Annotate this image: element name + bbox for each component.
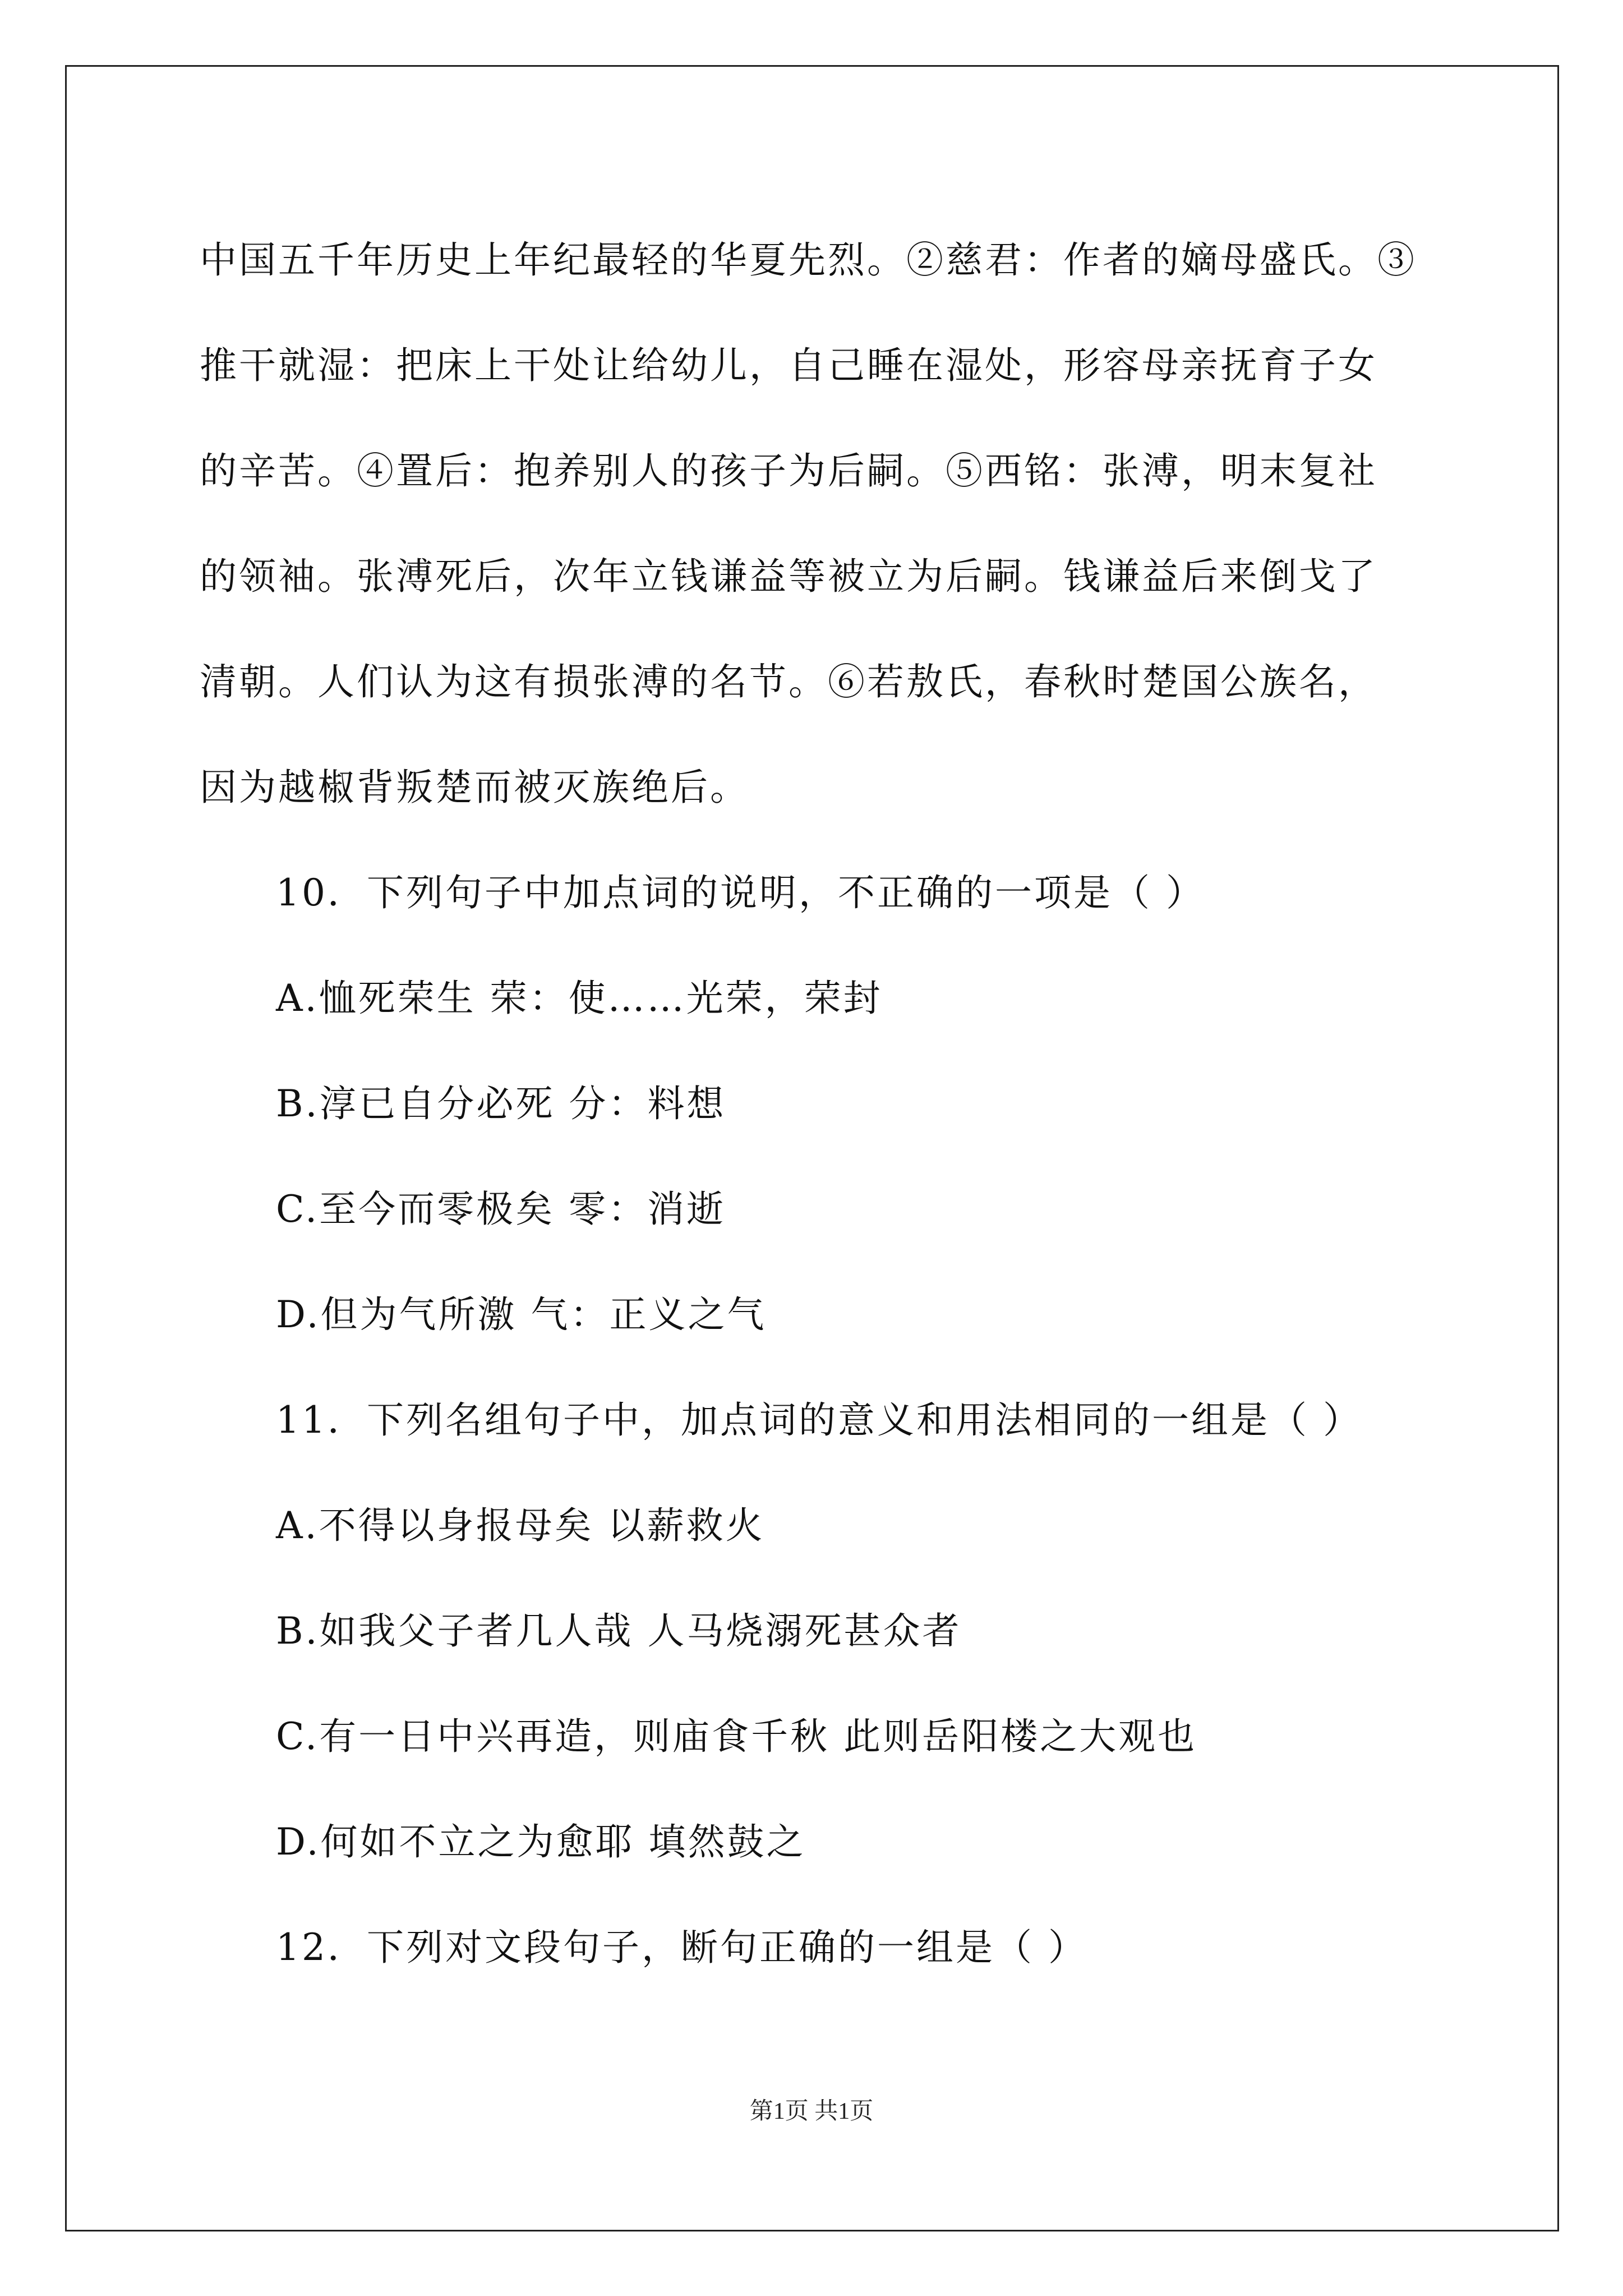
question-option: C.有一日中兴再造，则庙食千秋 此则岳阳楼之大观也 [276, 1715, 1197, 1758]
question-option: B.淳已自分必死 分：料想 [276, 1082, 726, 1125]
document-body [200, 208, 1484, 2000]
annotation-line: 的领袖。张溥死后，次年立钱谦益等被立为后嗣。钱谦益后来倒戈了 [200, 555, 1377, 598]
annotation-paragraph [200, 208, 1484, 840]
annotation-line: 因为越椒背叛楚而被灭族绝后。 [200, 766, 749, 809]
question-option: D.何如不立之为愈耶 填然鼓之 [276, 1820, 806, 1864]
annotation-line: 的辛苦。④置后：抱养别人的孩子为后嗣。⑤西铭：张溥，明末复社 [200, 449, 1377, 493]
page-footer: 第1页 共1页 [749, 2099, 874, 2124]
question-option: B.如我父子者几人哉 人马烧溺死甚众者 [276, 1609, 962, 1653]
question-10 [200, 840, 1484, 1368]
annotation-line: 推干就湿：把床上干处让给幼儿，自己睡在湿处，形容母亲抚育子女 [200, 344, 1377, 387]
annotation-line: 清朝。人们认为这有损张溥的名节。⑥若敖氏，春秋时楚国公族名， [200, 660, 1377, 703]
question-stem: 12．下列对文段句子，断句正确的一组是（ ） [276, 1926, 1087, 1969]
question-option: C.至今而零极矣 零：消逝 [276, 1188, 726, 1231]
question-stem: 10．下列句子中加点词的说明，不正确的一项是（ ） [276, 871, 1205, 914]
annotation-line: 中国五千年历史上年纪最轻的华夏先烈。②慈君：作者的嫡母盛氏。③ [200, 238, 1417, 282]
question-stem: 11．下列名组句子中，加点词的意义和用法相同的一组是（ ） [276, 1398, 1362, 1442]
question-option: A.恤死荣生 荣：使……光荣，荣封 [276, 977, 883, 1020]
question-12 [200, 1895, 1484, 2000]
question-11 [200, 1368, 1484, 1895]
question-option: D.但为气所激 气：正义之气 [276, 1293, 767, 1336]
question-option: A.不得以身报母矣 以薪救火 [276, 1504, 765, 1547]
